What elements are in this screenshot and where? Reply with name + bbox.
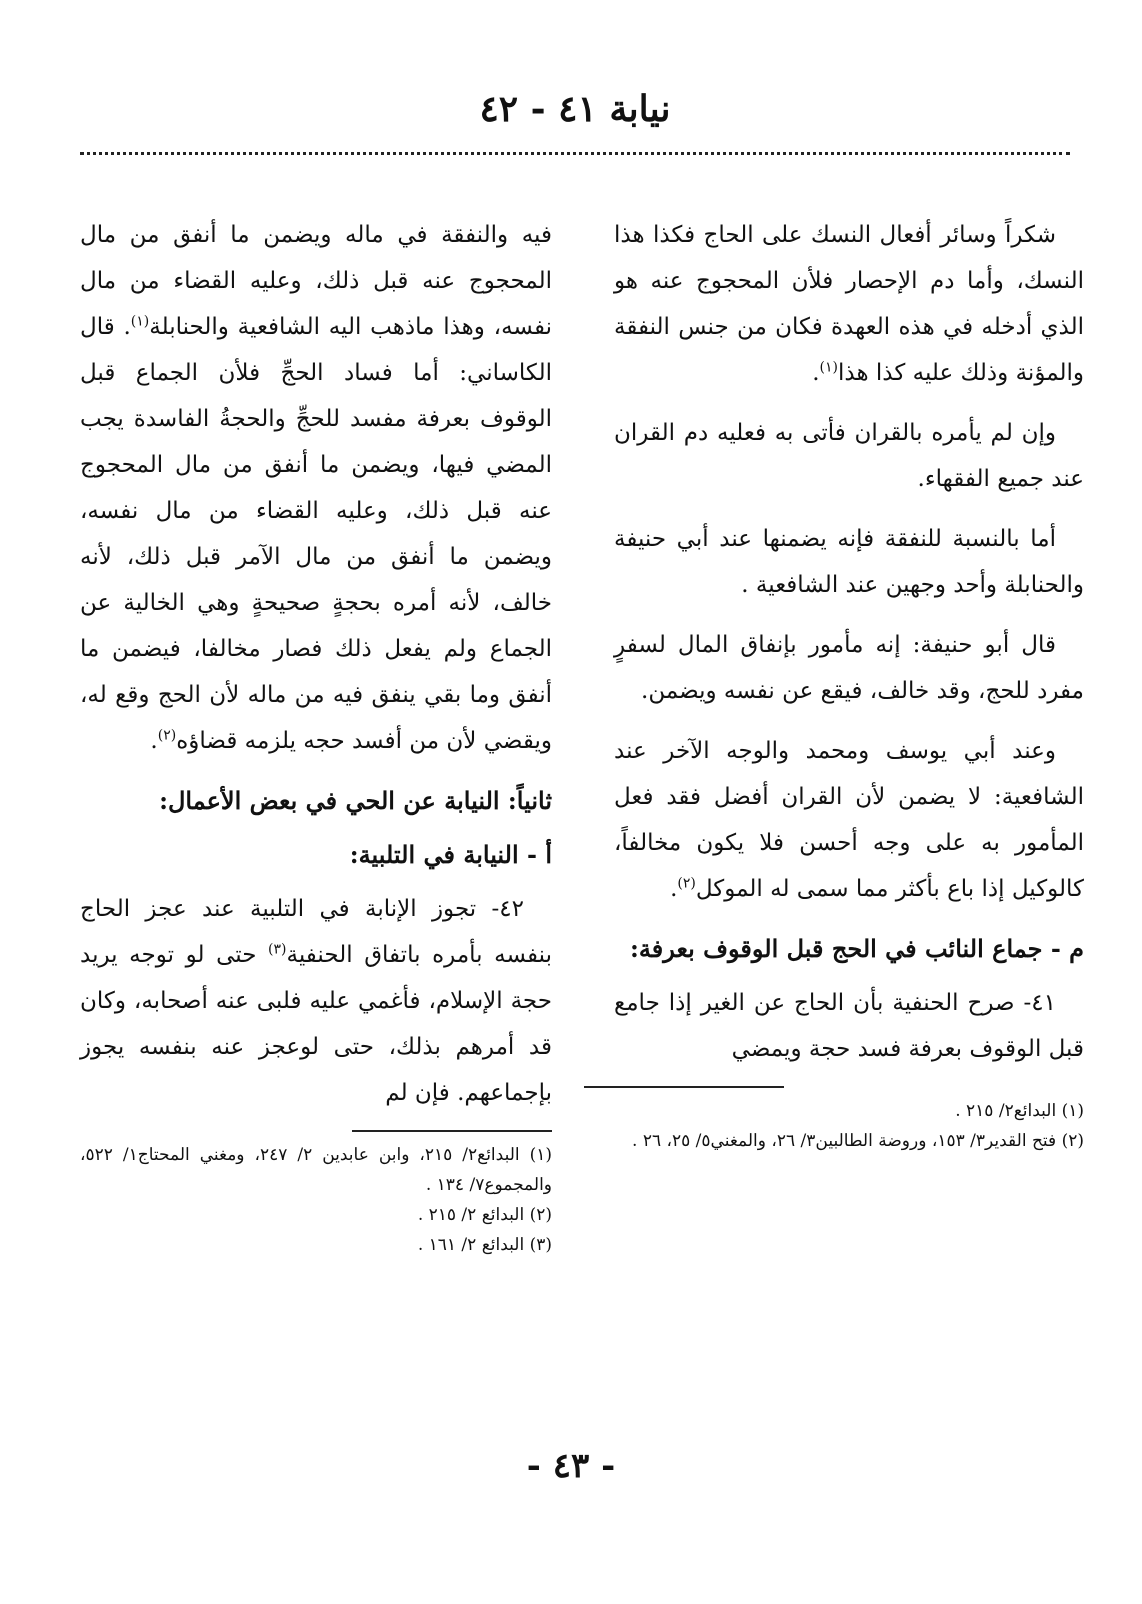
footnote-divider [352,1130,552,1132]
paragraph: أما بالنسبة للنفقة فإنه يضمنها عند أبي حنيفة والحنابلة وأحد وجهين عند الشافعية . [614,526,1084,598]
paragraph-text: شكراً وسائر أفعال النسك على الحاج فكذا هذا النسك، وأما دم الإحصار فلأن المحجوج عنه هو الذي أدخله في هذه العهدة فكان من جنس النفقة والمؤنة وذلك عليه كذا هذا [614,222,1084,386]
section-heading: ثانياً: النيابة عن الحي في بعض الأعمال: [159,786,552,815]
left-column [80,212,552,1260]
paragraph-text: وعند أبي يوسف ومحمد والوجه الآخر عند الشافعية: لا يضمن لأن القران أفضل فقد فعل المأمور به على وجه أحسن فلا يكون مخالفاً، كالوكيل إذا باع بأكثر مما سمى له الموكل [614,738,1084,902]
paragraph [614,728,1084,912]
footnote-ref: (١) [130,313,150,330]
paragraph [614,212,1084,396]
paragraph-text: . [150,728,158,754]
footnote: (٢) البدائع ٢/ ٢١٥ . [417,1205,552,1225]
footnote: (٢) فتح القدير٣/ ١٥٣، وروضة الطالبين٣/ ٢٦، والمغني٥/ ٢٥، ٢٦ . [632,1131,1084,1151]
subsection-heading: أ - النيابة في التلبية: [349,840,552,869]
footnote-ref: (٣) [268,941,287,958]
paragraph-text: . [670,876,678,902]
paragraph-text: حتى لو توجه يريد حجة الإسلام، فأغمي عليه فلبى عنه أصحابه، وكان قد أمرهم بذلك، حتى لوعجز عنه بنفسه يجوز بإجماعهم. فإن لم [80,942,552,1106]
paragraph-text: ٤٢- تجوز الإنابة في التلبية عند عجز الحاج بنفسه بأمره باتفاق الحنفية [80,896,552,968]
footnote: (١) البدائع٢/ ٢١٥، وابن عابدين ٢/ ٢٤٧، ومغني المحتاج١/ ٥٢٢، والمجموع٧/ ١٣٤ . [80,1145,552,1195]
paragraph: قال أبو حنيفة: إنه مأمور بإنفاق المال لسفرٍ مفرد للحج، وقد خالف، فيقع عن نفسه ويضمن. [614,632,1084,704]
page-header: نيابة ٤١ - ٤٢ [479,88,671,130]
paragraph-text: . [812,360,820,386]
page-number: - ٤٣ - [526,1446,616,1486]
footnote: (٣) البدائع ٢/ ١٦١ . [417,1235,552,1255]
paragraph-text: فيه والنفقة في ماله ويضمن ما أنفق من مال المحجوج عنه قبل ذلك، وعليه القضاء من مال نفسه، وهذا ماذهب اليه الشافعية والحنابلة [80,222,552,340]
footnote-divider [584,1086,784,1088]
footnote-ref: (١) [819,359,838,376]
footnote-ref: (٢) [157,727,177,744]
section-heading: م - جماع النائب في الحج قبل الوقوف بعرفة: [630,934,1084,963]
paragraph [80,886,552,1116]
footnote-ref: (٢) [677,875,696,892]
paragraph [80,212,552,764]
header-divider [80,152,1070,155]
right-column [614,212,1084,1156]
paragraph: ٤١- صرح الحنفية بأن الحاج عن الغير إذا جامع قبل الوقوف بعرفة فسد حجة ويمضي [614,990,1084,1062]
paragraph: وإن لم يأمره بالقران فأتى به فعليه دم القران عند جميع الفقهاء. [614,420,1084,492]
footnote: (١) البدائع٢/ ٢١٥ . [955,1101,1084,1121]
paragraph-text: . قال الكاساني: أما فساد الحجِّ فلأن الجماع قبل الوقوف بعرفة مفسد للحجِّ والحجةُ الفاسدة يجب المضي فيها، ويضمن ما أنفق من مال المحجوج عنه قبل ذلك، وعليه القضاء من مال نفسه، ويضمن ما أنفق من مال الآمر قبل ذلك، لأنه خالف، لأنه أمره بحجةٍ صحيحةٍ وهي الخالية عن الجماع ولم يفعل ذلك فصار مخالفا، فيضمن ما أنفق وما بقي ينفق فيه من ماله لأن الحج وقع له، ويقضي لأن من أفسد حجه يلزمه قضاؤه [80,314,552,754]
